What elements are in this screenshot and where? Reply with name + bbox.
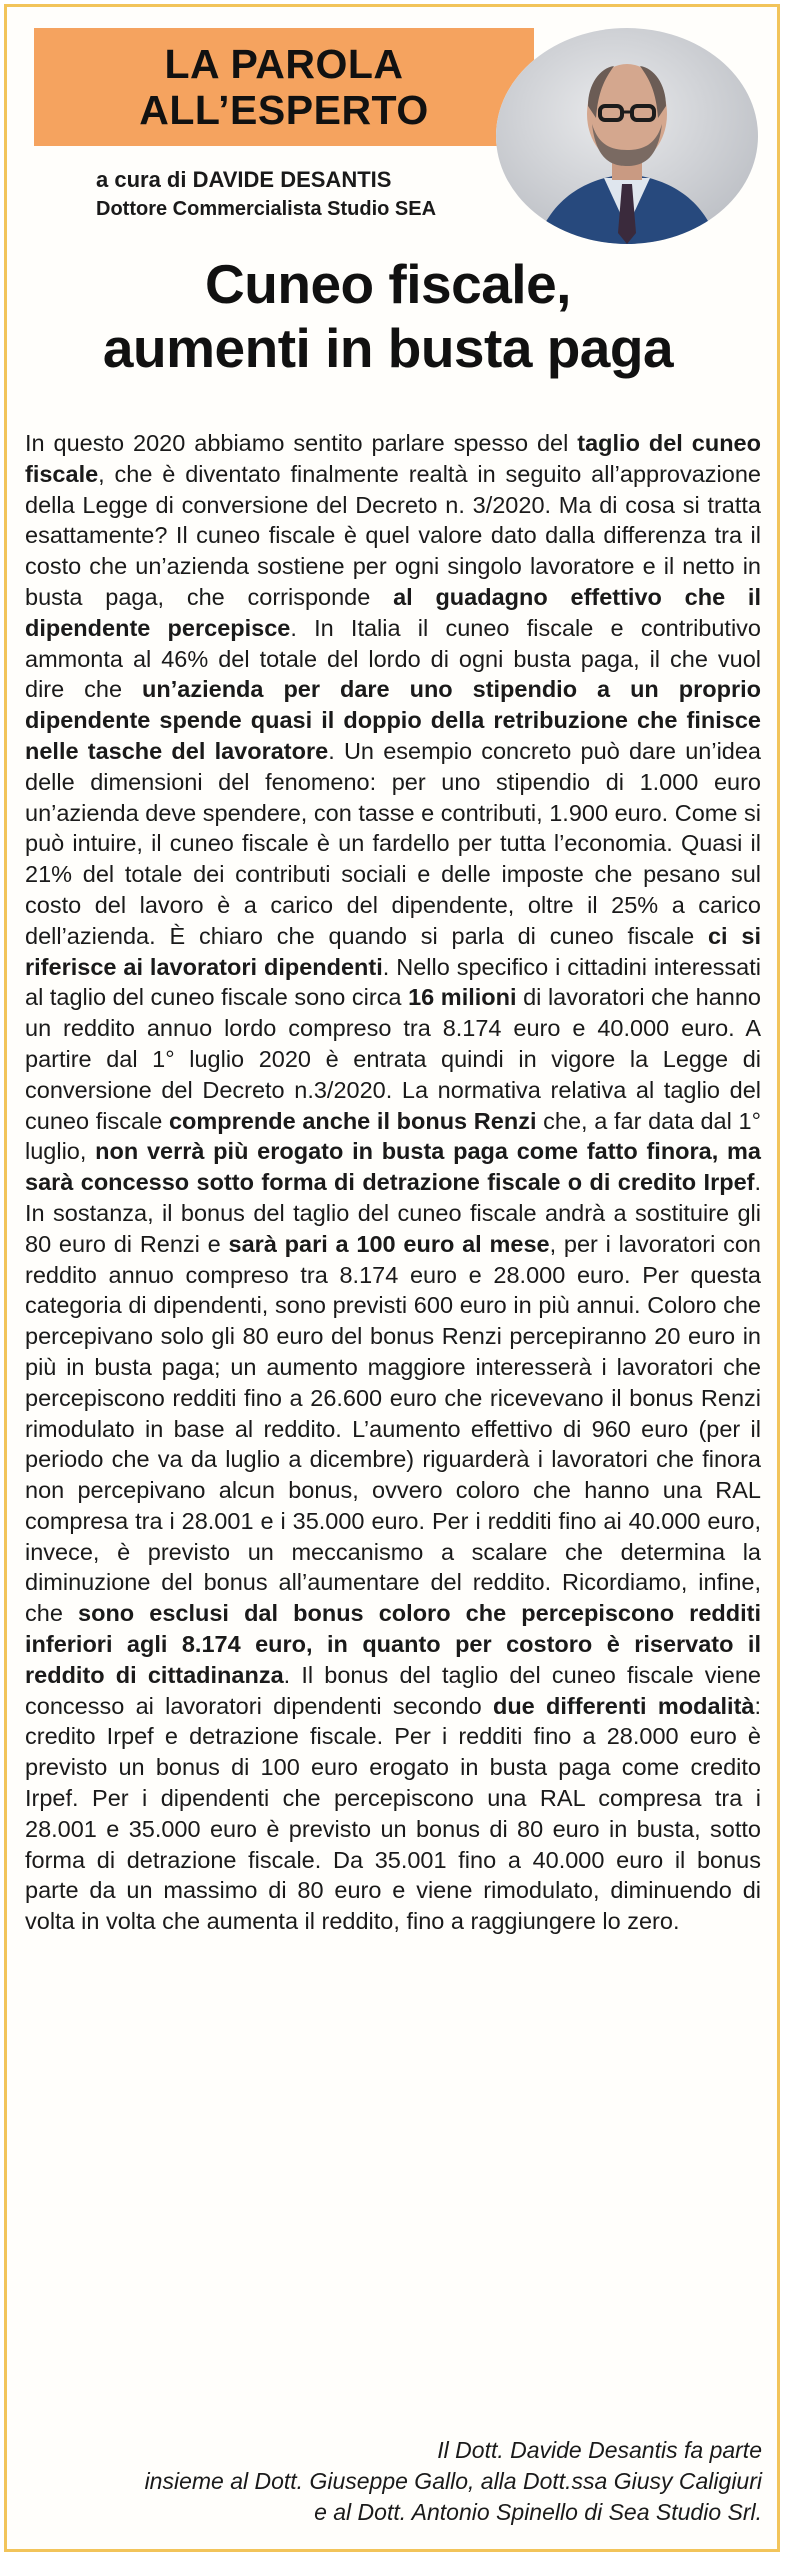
- body-text: : credito Irpef e detrazione fiscale. Per i redditi fino a 28.000 euro è previsto un bonus di 100 euro erogato in busta paga come credito Irpef. Per i dipendenti che percepiscono una RAL compresa tra i 28.001 e 35.000 euro è previsto un bonus di 80 euro in busta, sotto forma di detrazione fiscale. Da 35.001 fino a 40.000 euro il bonus parte da un massimo di 80 euro e viene rimodulato, diminuendo di volta in volta che aumenta il reddito, fino a raggiungere lo zero.: [25, 1692, 762, 1935]
- body-text: . Il bonus del taglio del cuneo fiscale viene concesso ai lavoratori dipendenti secondo: [25, 1661, 761, 1719]
- body-text: , per i lavoratori con reddito annuo compreso tra 8.174 euro e 28.000 euro. Per questa categoria di dipendenti, sono previsti 600 euro in più annui. Coloro che percepivano solo gli 80 euro del bonus Renzi percepiranno 20 euro in più in busta paga; un aumento maggiore interesserà i lavoratori che percepiscono redditi fino a 26.600 euro che ricevevano il bonus Renzi rimodulato in base al reddito. L’aumento effettivo di 960 euro (per il periodo che va da luglio a dicembre) riguarderà i lavoratori che finora non percepivano alcun bonus, ovvero coloro che hanno una RAL compresa tra i 28.001 e i 35.000 euro. Per i redditi fino ai 40.000 euro, invece, è previsto un meccanismo a scalare che determina la diminuzione del bonus all’aumentare del reddito. Ricordiamo, infine, che: [25, 1230, 761, 1627]
- banner-line-2: ALL’ESPERTO: [139, 87, 429, 133]
- highlight-text: un’azienda per dare uno stipendio a un proprio dipendente spende quasi il doppio della retribuzione che finisce nelle tasche del lavoratore: [25, 676, 762, 764]
- footer-line-3: e al Dott. Antonio Spinello di Sea Studio Srl.: [314, 2499, 762, 2525]
- body-text: . In sostanza, il bonus del taglio del cuneo fiscale andrà a sostituire gli 80 euro di Renzi e: [25, 1169, 761, 1257]
- body-text: In questo 2020 abbiamo sentito parlare spesso del: [25, 430, 578, 456]
- banner-line-1: LA PAROLA: [164, 41, 404, 87]
- highlight-text: comprende anche il bonus Renzi: [168, 1107, 537, 1134]
- highlight-text: ci si riferisce ai lavoratori dipendenti: [25, 922, 761, 980]
- author-byline: a cura di DAVIDE DESANTIS: [96, 167, 392, 192]
- author-portrait-image: [496, 28, 758, 244]
- title-line-2: aumenti in busta paga: [102, 317, 674, 379]
- highlight-text: al guadagno effettivo che il dipendente percepisce: [25, 583, 761, 641]
- highlight-text: taglio del cuneo fiscale: [25, 430, 761, 487]
- footer-line-2: insieme al Dott. Giuseppe Gallo, alla Dott.ssa Giusy Caligiuri: [144, 2468, 762, 2494]
- highlight-text: due differenti modalità: [492, 1692, 755, 1719]
- author-role: Dottore Commercialista Studio SEA: [96, 198, 437, 220]
- body-text: che, a far data dal 1° luglio,: [25, 1107, 761, 1165]
- body-text: . Nello specifico i cittadini interessati al taglio del cuneo fiscale sono circa: [25, 953, 761, 1011]
- author-info: [96, 166, 496, 222]
- author-photo: [496, 28, 758, 244]
- body-text: . In Italia il cuneo fiscale e contributivo ammonta al 46% del totale del lordo di ogni busta paga, il che vuol dire che: [25, 614, 761, 703]
- article-footer-note: [42, 2435, 762, 2528]
- body-text: , che è diventato finalmente realtà in seguito all’approvazione della Legge di conversione del Decreto n. 3/2020. Ma di cosa si tratta esattamente? Il cuneo fiscale è quel valore dato dalla differenza tra il costo che un’azienda sostiene per ogni singolo lavoratore e il netto in busta paga, che corrisponde: [25, 460, 761, 610]
- footer-line-1: Il Dott. Davide Desantis fa parte: [437, 2437, 762, 2463]
- highlight-text: sono esclusi dal bonus coloro che percepiscono redditi inferiori agli 8.174 euro, in quanto per costoro è riservato il reddito di cittadinanza: [25, 1600, 761, 1688]
- title-line-1: Cuneo fiscale,: [205, 253, 571, 315]
- highlight-text: 16 milioni: [408, 984, 517, 1011]
- body-text: di lavoratori che hanno un reddito annuo lordo compreso tra 8.174 euro e 40.000 euro. A partire dal 1° luglio 2020 è entrata quindi in vigore la Legge di conversione del Decreto n.3/2020. La normativa relativa al taglio del cuneo fiscale: [25, 984, 761, 1134]
- highlight-text: non verrà più erogato in busta paga come fatto finora, ma sarà concesso sotto forma di detrazione fiscale o di credito Irpef: [25, 1138, 761, 1196]
- highlight-text: sarà pari a 100 euro al mese: [228, 1230, 550, 1257]
- body-text: . Un esempio concreto può dare un’idea delle dimensioni del fenomeno: per uno stipendio di 1.000 euro un’azienda deve spendere, con tasse e contributi, 1.900 euro. Come si può intuire, il cuneo fiscale è un fardello per tutta l’economia. Quasi il 21% del totale dei contributi sociali e delle imposte che pesano sul costo del lavoro è a carico del dipendente, oltre il 25% a carico dell’azienda. È chiaro che quando si parla di cuneo fiscale: [25, 737, 761, 949]
- article-title: [0, 252, 776, 380]
- section-banner: [34, 28, 534, 146]
- article-body: [25, 428, 761, 1937]
- article-paragraph: [25, 428, 761, 1937]
